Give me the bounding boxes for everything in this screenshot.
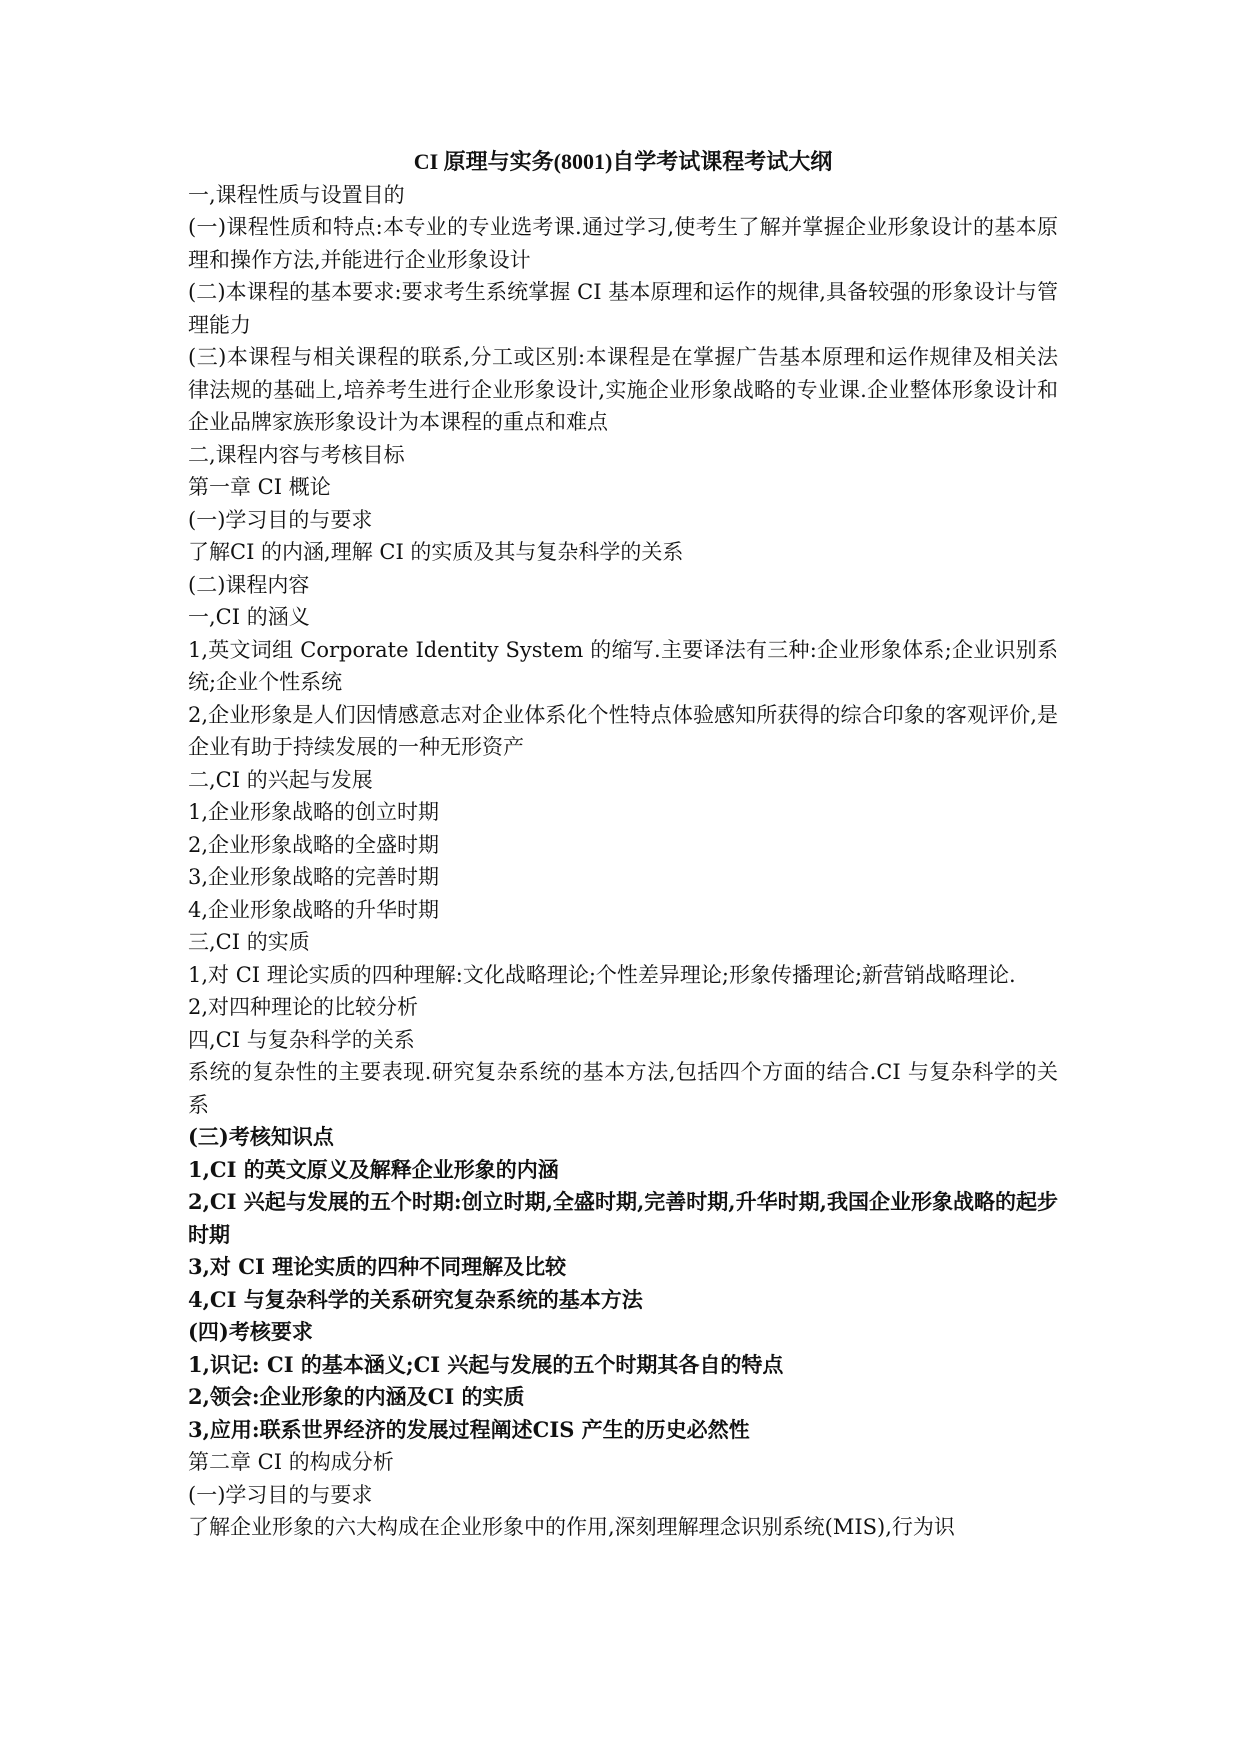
paragraph: 一,CI 的涵义 bbox=[188, 605, 310, 629]
paragraph: 第二章 CI 的构成分析 bbox=[188, 1450, 394, 1474]
paragraph: 二,CI 的兴起与发展 bbox=[188, 767, 373, 792]
bold-paragraph: (四)考核要求 bbox=[188, 1319, 313, 1344]
paragraph: 了解企业形象的六大构成在企业形象中的作用,深刻理解理念识别系统(MIS),行为识 bbox=[188, 1515, 955, 1539]
paragraph: 2,企业形象是人们因情感意志对企业体系化个性特点体验感知所获得的综合印象的客观评价,是企业有助于持续发展的一种无形资产 bbox=[188, 702, 1058, 759]
paragraph: 二,课程内容与考核目标 bbox=[188, 442, 405, 467]
paragraph: 系统的复杂性的主要表现.研究复杂系统的基本方法,包括四个方面的结合.CI 与复杂科学的关系 bbox=[188, 1060, 1058, 1117]
paragraph: 一,课程性质与设置目的 bbox=[188, 182, 405, 207]
bold-paragraph: 1,识记: CI 的基本涵义;CI 兴起与发展的五个时期其各自的特点 bbox=[188, 1351, 784, 1377]
bold-paragraph: 2,领会:企业形象的内涵及CI 的实质 bbox=[188, 1384, 525, 1409]
paragraph: 1,对 CI 理论实质的四种理解:文化战略理论;个性差异理论;形象传播理论;新营销战略理论. bbox=[188, 962, 1016, 987]
paragraph: (一)课程性质和特点:本专业的专业选考课.通过学习,使考生了解并掌握企业形象设计的基本原理和操作方法,并能进行企业形象设计 bbox=[188, 215, 1058, 272]
paragraph: (一)学习目的与要求 bbox=[188, 507, 373, 532]
paragraph: 了解CI 的内涵,理解 CI 的实质及其与复杂科学的关系 bbox=[188, 540, 684, 564]
bold-paragraph: 3,应用:联系世界经济的发展过程阐述CIS 产生的历史必然性 bbox=[188, 1416, 750, 1442]
paragraph: (三)本课程与相关课程的联系,分工或区别:本课程是在掌握广告基本原理和运作规律及相关法律法规的基础上,培养考生进行企业形象设计,实施企业形象战略的专业课.企业整体形象设计和企业品牌家族形象设计为本课程的重点和难点 bbox=[188, 345, 1058, 434]
paragraph: 4,企业形象战略的升华时期 bbox=[188, 897, 440, 922]
paragraph: 2,企业形象战略的全盛时期 bbox=[188, 832, 440, 857]
paragraph: (一)学习目的与要求 bbox=[188, 1482, 373, 1507]
bold-paragraph: 4,CI 与复杂科学的关系研究复杂系统的基本方法 bbox=[188, 1286, 643, 1312]
paragraph: 2,对四种理论的比较分析 bbox=[188, 995, 419, 1019]
bold-paragraph: 1,CI 的英文原义及解释企业形象的内涵 bbox=[188, 1156, 559, 1182]
paragraph: 第一章 CI 概论 bbox=[188, 475, 331, 499]
paragraph: (二)课程内容 bbox=[188, 572, 310, 597]
bold-paragraph: (三)考核知识点 bbox=[188, 1124, 334, 1149]
paragraph: 三,CI 的实质 bbox=[188, 930, 310, 954]
bold-paragraph: 2,CI 兴起与发展的五个时期:创立时期,全盛时期,完善时期,升华时期,我国企业形象战略的起步时期 bbox=[188, 1189, 1058, 1247]
paragraph: (二)本课程的基本要求:要求考生系统掌握 CI 基本原理和运作的规律,具备较强的形象设计与管理能力 bbox=[188, 280, 1058, 337]
paragraph: 1,英文词组 Corporate Identity System 的缩写.主要译法有三种:企业形象体系;企业识别系统;企业个性系统 bbox=[188, 637, 1058, 694]
paragraph: 1,企业形象战略的创立时期 bbox=[188, 800, 440, 824]
document-page bbox=[188, 146, 1058, 1544]
document-title: CI 原理与实务(8001)自学考试课程考试大纲 bbox=[413, 149, 833, 174]
document-body bbox=[188, 179, 1058, 1544]
paragraph: 3,企业形象战略的完善时期 bbox=[188, 865, 440, 889]
paragraph: 四,CI 与复杂科学的关系 bbox=[188, 1027, 415, 1052]
bold-paragraph: 3,对 CI 理论实质的四种不同理解及比较 bbox=[188, 1254, 567, 1279]
